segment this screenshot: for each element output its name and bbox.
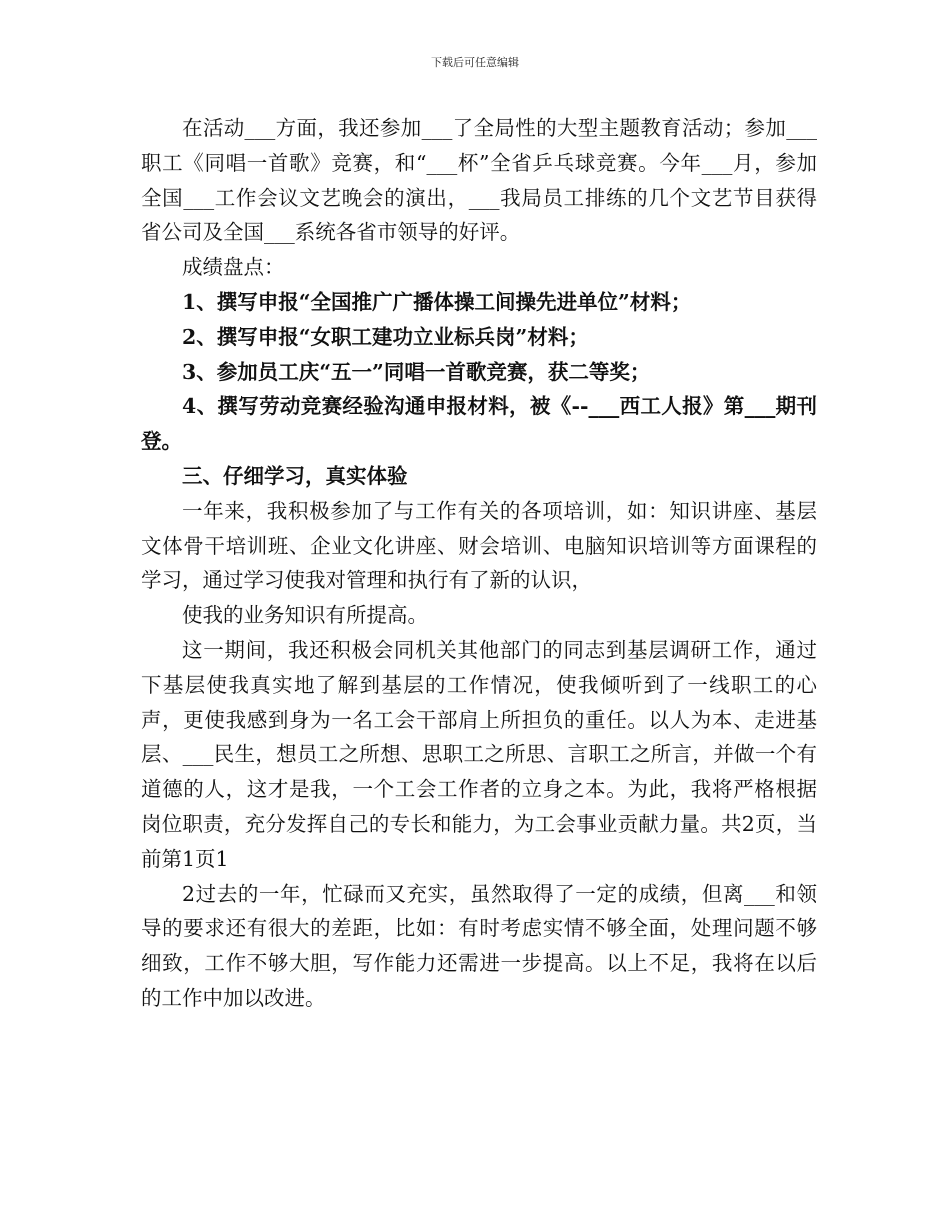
achievement-item-4: 4、撰写劳动竞赛经验沟通申报材料，被《--___西工人报》第___期刊登。 — [141, 394, 817, 454]
document-body — [141, 111, 817, 1016]
paragraph-training: 一年来，我积极参加了与工作有关的各项培训，如：知识讲座、基层文体骨干培训班、企业文化讲座、财会培训、电脑知识培训等方面课程的学习，通过学习使我对管理和执行有了新的认识， — [141, 498, 817, 593]
paragraph-grassroots: 这一期间，我还积极会同机关其他部门的同志到基层调研工作，通过下基层使我真实地了解到基层的工作情况，使我倾听到了一线职工的心声，更使我感到身为一名工会干部肩上所担负的重任。以人为本、走进基层、___民生，想员工之所想、思职工之所思、言职工之所言，并做一个有道德的人，这才是我，一个工会工作者的立身之本。为此，我将严格根据岗位职责，充分发挥自己的专长和能力，为工会事业贡献力量。共2页，当前第1页1 — [141, 637, 817, 871]
achievement-item-2: 2、撰写申报“女职工建功立业标兵岗”材料； — [182, 324, 589, 349]
page-header-note: 下载后可任意编辑 — [431, 56, 519, 69]
paragraph-achievements-heading: 成绩盘点： — [182, 255, 285, 280]
paragraph-shortcomings: 2过去的一年，忙碌而又充实，虽然取得了一定的成绩，但离___和领导的要求还有很大的差距，比如：有时考虑实情不够全面，处理问题不够细致，工作不够大胆，写作能力还需进一步提高。以上不足，我将在以后的工作中加以改进。 — [141, 881, 817, 1010]
paragraph-knowledge: 使我的业务知识有所提高。 — [182, 603, 428, 628]
achievement-item-1: 1、撰写申报“全国推广广播体操工间操先进单位”材料； — [182, 289, 692, 314]
paragraph-activities: 在活动___方面，我还参加___了全局性的大型主题教育活动；参加___职工《同唱一首歌》竞赛，和“___杯”全省乒乓球竞赛。今年___月，参加全国___工作会议文艺晚会的演出，___我局员工排练的几个文艺节目获得省公司及全国___系统各省市领导的好评。 — [141, 116, 817, 245]
achievement-item-3: 3、参加员工庆“五一”同唱一首歌竞赛，获二等奖； — [182, 359, 651, 384]
section-heading-learning: 三、仔细学习，真实体验 — [182, 463, 408, 488]
